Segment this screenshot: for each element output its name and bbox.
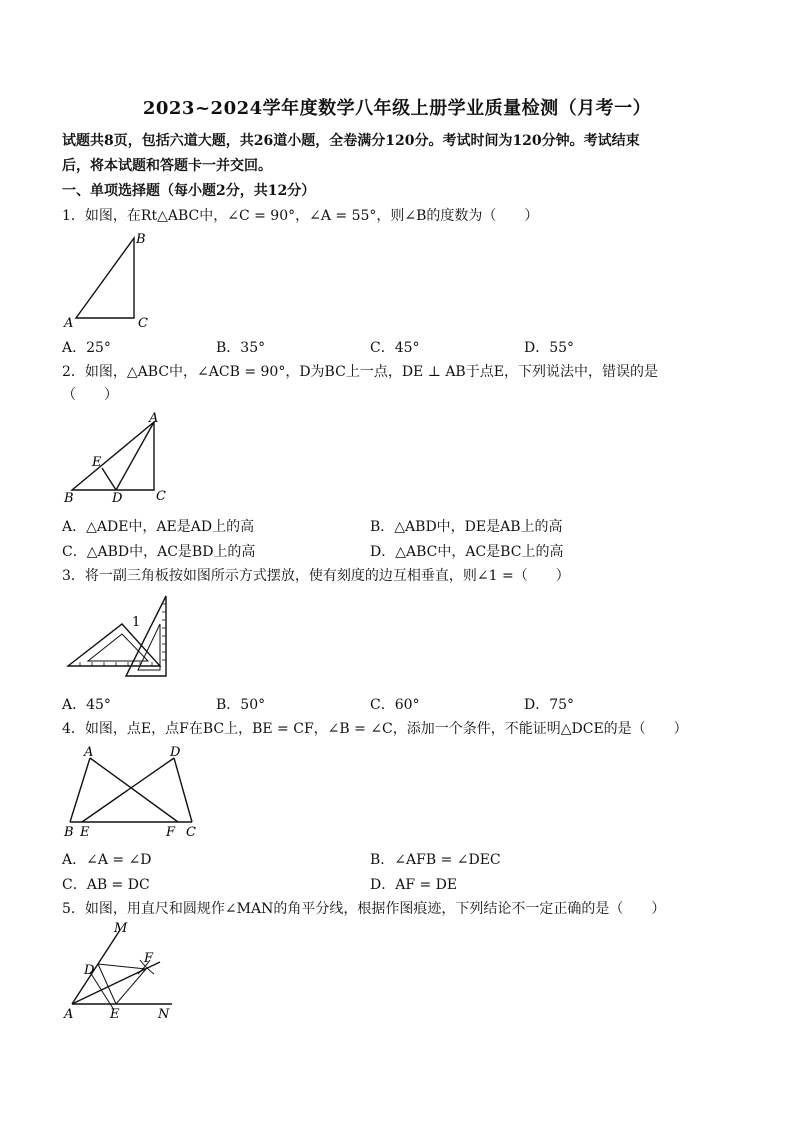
q4-figure [60, 742, 210, 842]
q1-label-b: B [136, 232, 146, 247]
q2-stem-line-2: （ ） [62, 387, 118, 403]
q1-option-d[interactable]: D．55° [524, 340, 575, 356]
q3-figure [60, 588, 180, 688]
q5-label-d: D [84, 963, 95, 978]
q4-option-d[interactable]: D．AF = DE [370, 877, 458, 893]
q3-option-d[interactable]: D．75° [524, 697, 575, 713]
intro-line-2: 后，将本试题和答题卡一并交回。 [62, 158, 272, 174]
q4-option-c[interactable]: C．AB = DC [62, 877, 150, 893]
q1-option-a[interactable]: A．25° [62, 340, 111, 356]
q2-label-b: B [64, 491, 74, 506]
q1-option-c[interactable]: C．45° [370, 340, 420, 356]
q3-stem: 3．将一副三角板按如图所示方式摆放，使有刻度的边互相垂直，则∠1 =（ ） [62, 568, 570, 584]
q5-label-e: E [110, 1007, 120, 1022]
q4-label-a: A [84, 745, 94, 760]
q2-option-b[interactable]: B．△ABD中，DE是AB上的高 [370, 519, 563, 535]
q2-figure [60, 410, 180, 510]
q3-option-a[interactable]: A．45° [62, 697, 111, 713]
q1-figure [60, 228, 170, 333]
q2-label-a: A [149, 411, 159, 426]
q4-option-a[interactable]: A．∠A = ∠D [62, 852, 152, 868]
q1-label-a: A [64, 316, 74, 331]
q3-option-c[interactable]: C．60° [370, 697, 420, 713]
q5-label-a: A [64, 1007, 74, 1022]
q4-label-d: D [170, 745, 181, 760]
q5-stem: 5．如图，用直尺和圆规作∠MAN的角平分线，根据作图痕迹，下列结论不一定正确的是（ ） [62, 901, 666, 917]
q2-option-c[interactable]: C．△ABD中，AC是BD上的高 [62, 544, 256, 560]
q3-option-b[interactable]: B．50° [216, 697, 266, 713]
q4-label-c: C [186, 825, 196, 840]
intro-line-1: 试题共8页，包括六道大题，共26道小题，全卷满分120分。考试时间为120分钟。考试结束 [62, 133, 640, 149]
q2-label-d: D [112, 491, 123, 506]
q4-label-f: F [166, 825, 176, 840]
section-heading: 一、单项选择题（每小题2分，共12分） [62, 183, 316, 199]
q4-option-b[interactable]: B．∠AFB = ∠DEC [370, 852, 501, 868]
q5-figure [60, 922, 190, 1022]
q4-label-b: B [64, 825, 74, 840]
q2-label-c: C [156, 489, 166, 504]
q2-label-e: E [92, 455, 102, 470]
q2-option-d[interactable]: D．△ABC中，AC是BC上的高 [370, 544, 564, 560]
q4-stem: 4．如图，点E，点F在BC上，BE = CF，∠B = ∠C，添加一个条件，不能证明△DCE的是（ ） [62, 721, 688, 737]
q3-angle-label: 1 [132, 615, 141, 630]
q1-label-c: C [138, 316, 148, 331]
q2-option-a[interactable]: A．△ADE中，AE是AD上的高 [62, 519, 255, 535]
q1-stem: 1．如图，在Rt△ABC中，∠C = 90°，∠A = 55°，则∠B的度数为（ ） [62, 208, 539, 224]
q1-option-b[interactable]: B．35° [216, 340, 266, 356]
q5-label-n: N [158, 1007, 170, 1022]
q2-stem-line-1: 2．如图，△ABC中，∠ACB = 90°，D为BC上一点，DE ⊥ AB于点E，下列说法中，错误的是 [62, 364, 658, 380]
q5-label-f: F [144, 951, 154, 966]
page-title: 2023~2024学年度数学八年级上册学业质量检测（月考一） [142, 98, 652, 119]
q5-label-m: M [114, 921, 128, 936]
q4-label-e: E [80, 825, 90, 840]
